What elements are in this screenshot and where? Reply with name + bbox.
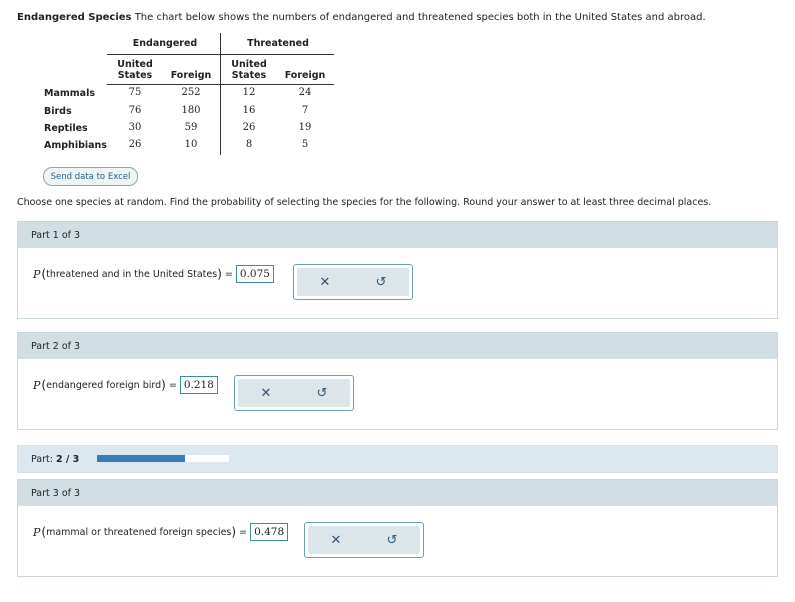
row-label-amphibians: Amphibians — [44, 140, 107, 151]
part-3-expression: mammal or threatened foreign species — [46, 526, 232, 538]
header-threatened: Threatened — [247, 38, 309, 49]
cell: 252 — [181, 87, 201, 98]
cell: 180 — [181, 105, 201, 116]
clear-icon[interactable]: ✕ — [330, 532, 342, 548]
column-divider — [220, 33, 221, 155]
part-2-equation: P ( endangered foreign bird ) = 0.218 — [33, 376, 218, 394]
cell: 10 — [184, 139, 198, 150]
cell: 75 — [128, 87, 142, 98]
cell: 26 — [128, 139, 142, 150]
instructions: Choose one species at random. Find the probability of selecting the species for the following. Round your answer to at least three decimal places. — [17, 197, 712, 208]
send-to-excel-button[interactable]: Send data to Excel — [43, 167, 138, 186]
cell: 5 — [301, 139, 309, 150]
progress-panel — [17, 445, 778, 473]
row-label-mammals: Mammals — [44, 88, 95, 99]
probability-symbol: P — [33, 525, 41, 539]
part-1-answer-input[interactable]: 0.075 — [236, 265, 274, 283]
part-1-header: Part 1 of 3 — [18, 222, 777, 248]
part-3-panel — [17, 479, 778, 577]
subheader-endangered-us: United States — [117, 59, 153, 81]
cell: 26 — [242, 122, 256, 133]
subheader-endangered-foreign: Foreign — [170, 70, 212, 81]
intro-title: Endangered Species — [17, 12, 132, 23]
progress-fill — [97, 455, 185, 462]
clear-icon[interactable]: ✕ — [260, 385, 272, 401]
cell: 59 — [184, 122, 198, 133]
part-3-header: Part 3 of 3 — [18, 480, 777, 506]
progress-label: Part: 2 / 3 — [31, 453, 80, 465]
subheader-divider — [107, 84, 334, 85]
undo-icon[interactable]: ↺ — [375, 274, 387, 290]
part-2-answer-input[interactable]: 0.218 — [180, 376, 218, 394]
part-3-controls — [304, 522, 424, 558]
undo-icon[interactable]: ↺ — [316, 385, 328, 401]
part-2-panel — [17, 332, 778, 430]
subheader-threatened-us: United States — [231, 59, 267, 81]
cell: 19 — [298, 122, 312, 133]
header-endangered: Endangered — [132, 38, 198, 49]
cell: 8 — [245, 139, 253, 150]
cell: 16 — [242, 105, 256, 116]
intro-text: The chart below shows the numbers of endangered and threatened species both in the United States and abroad. — [131, 12, 706, 23]
part-3-equation: P ( mammal or threatened foreign species ) = 0.478 — [33, 523, 288, 541]
cell: 24 — [298, 87, 312, 98]
subheader-threatened-foreign: Foreign — [284, 70, 326, 81]
part-1-panel — [17, 221, 778, 319]
part-1-equation: P ( threatened and in the United States ) = 0.075 — [33, 265, 274, 283]
part-3-answer-input[interactable]: 0.478 — [250, 523, 288, 541]
part-1-controls — [293, 264, 413, 300]
cell: 12 — [242, 87, 256, 98]
progress-value: 2 / 3 — [55, 453, 80, 465]
progress-bar — [97, 455, 229, 462]
cell: 7 — [301, 105, 309, 116]
undo-icon[interactable]: ↺ — [386, 532, 398, 548]
probability-symbol: P — [33, 267, 41, 281]
part-1-expression: threatened and in the United States — [46, 268, 218, 280]
part-2-controls — [234, 375, 354, 411]
part-2-expression: endangered foreign bird — [46, 379, 162, 391]
probability-symbol: P — [33, 378, 41, 392]
clear-icon[interactable]: ✕ — [319, 274, 331, 290]
intro-paragraph — [17, 12, 706, 23]
cell: 30 — [128, 122, 142, 133]
row-label-birds: Birds — [44, 106, 72, 117]
species-table — [40, 33, 340, 155]
part-2-header: Part 2 of 3 — [18, 333, 777, 359]
cell: 76 — [128, 105, 142, 116]
row-label-reptiles: Reptiles — [44, 123, 88, 134]
